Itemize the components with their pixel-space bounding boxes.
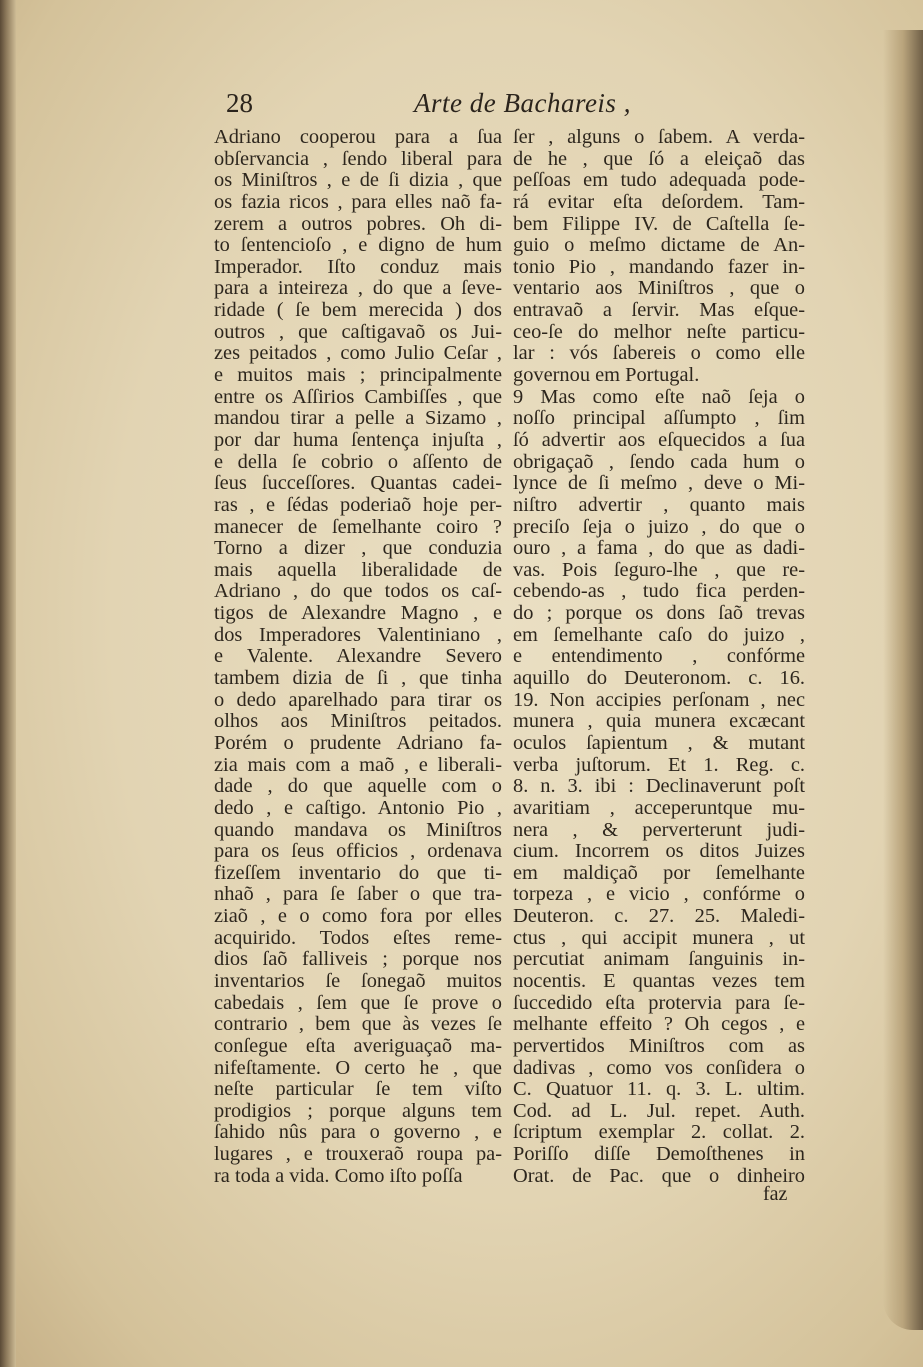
text-line: lar : vós ſabereis o como elle (513, 342, 805, 365)
text-line: cebendo-as , tudo fica perden- (513, 580, 805, 603)
left-text-column (214, 127, 502, 1187)
text-line: acquirido. Todos eſtes reme- (214, 926, 502, 949)
text-line: os Miniſtros , e de ſi dizia , que (214, 169, 502, 192)
text-line: Adriano , do que todos os caſ- (214, 580, 502, 603)
text-line: cabedais , ſem que ſe prove o (214, 991, 502, 1014)
text-line: noſſo principal aſſumpto , ſim (513, 407, 805, 430)
text-line: dios ſaõ falliveis ; porque nos (214, 948, 502, 971)
text-line: dedo , e caſtigo. Antonio Pio , (214, 796, 502, 819)
text-line: ceo-ſe do melhor neſte particu- (513, 320, 805, 343)
text-line: em ſemelhante caſo do juizo , (513, 623, 805, 646)
text-line: tigos de Alexandre Magno , e (214, 602, 502, 625)
text-line: para os ſeus officios , ordenava (214, 840, 502, 863)
text-line: para a inteireza , do que a ſeve- (214, 277, 502, 300)
text-line: governou em Portugal. (513, 364, 700, 387)
text-line: to ſentencioſo , e digno de hum (214, 234, 502, 257)
text-line: ra toda a vida. Como iſto poſſa (214, 1164, 463, 1187)
text-line: quando mandava os Miniſtros (214, 818, 502, 841)
text-line: do ; porque os dons ſaõ trevas (513, 602, 805, 625)
text-line: munera , quia munera excæcant (513, 710, 805, 733)
text-line: prodigios ; porque alguns tem (214, 1099, 502, 1122)
text-line: avaritiam , acceperuntque mu- (513, 796, 805, 819)
text-line: zia mais com a maõ , e liberali- (214, 753, 502, 776)
running-title: Arte de Bachareis , (414, 88, 631, 118)
text-line: e muitos mais ; principalmente (214, 364, 502, 387)
text-line: Adriano cooperou para a ſua (214, 126, 502, 148)
page-gutter-shadow (0, 0, 16, 1367)
text-line: nifeſtamente. O certo he , que (214, 1056, 502, 1079)
text-line: zerem a outros pobres. Oh di- (214, 212, 502, 235)
text-line: preciſo ſeja o juizo , do que o (513, 515, 805, 538)
text-line: verba juſtorum. Et 1. Reg. c. (513, 753, 805, 776)
text-line: contrario , bem que às vezes ſe (214, 1013, 502, 1036)
text-line: e della ſe cobrio o aſſento de (214, 450, 502, 473)
text-line: Poriſſo diſſe Demoſthenes in (513, 1143, 805, 1166)
text-line: tambem dizia de ſi , que tinha (214, 667, 502, 690)
text-line: 9 Mas como eſte naõ ſeja o (513, 385, 805, 408)
text-line: outros , que caſtigavaõ os Jui- (214, 320, 502, 343)
text-line: ſahido nûs para o governo , e (214, 1121, 502, 1144)
text-line: mandou tirar a pelle a Sizamo , (214, 407, 502, 430)
text-line: ſó advertir aos eſquecidos a ſua (513, 428, 805, 451)
text-line: nhaõ , para ſe ſaber o que tra- (214, 883, 502, 906)
running-head (222, 88, 814, 124)
text-line: ridade ( ſe bem merecida ) dos (214, 299, 502, 322)
text-line: ras , e ſédas poderiaõ hoje per- (214, 493, 502, 516)
text-line: Deuteron. c. 27. 25. Maledi- (513, 905, 805, 928)
text-line: peſſoas em tudo adequada pode- (513, 169, 805, 192)
text-line: Porém o prudente Adriano fa- (214, 731, 502, 754)
text-line: Cod. ad L. Jul. repet. Auth. (513, 1099, 805, 1122)
text-line: ſuccedido eſta protervia para ſe- (513, 991, 805, 1014)
text-line: e Valente. Alexandre Severo (214, 645, 502, 668)
page-fore-edge (883, 30, 923, 1330)
text-line: entravaõ a ſervir. Mas eſque- (513, 299, 805, 322)
text-line: ſcriptum exemplar 2. collat. 2. (513, 1121, 805, 1144)
text-line: bem Filippe IV. de Caſtella ſe- (513, 212, 805, 235)
text-line: ziaõ , e o como fora por elles (214, 905, 502, 928)
text-line: melhante effeito ? Oh cegos , e (513, 1013, 805, 1036)
page-number: 28 (226, 88, 253, 118)
text-line: conſegue eſta averiguaçaõ ma- (214, 1034, 502, 1057)
text-line: Orat. de Pac. que o dinheiro (513, 1164, 805, 1187)
text-line: vas. Pois ſeguro-lhe , que re- (513, 558, 805, 581)
text-line: ſer , alguns o ſabem. A verda- (513, 126, 805, 148)
text-line: Imperador. Iſto conduz mais (214, 255, 502, 278)
text-line: lynce de ſi meſmo , deve o Mi- (513, 472, 805, 495)
text-line: entre os Aſſirios Cambiſſes , que (214, 385, 502, 408)
text-line: em maldiçaõ por ſemelhante (513, 861, 805, 884)
text-line: cium. Incorrem os ditos Juizes (513, 840, 805, 863)
text-line: ctus , qui accipit munera , ut (513, 926, 805, 949)
text-line: e entendimento , confórme (513, 645, 805, 668)
right-text-column (513, 127, 805, 1187)
text-line: percutiat animam ſanguinis in- (513, 948, 805, 971)
text-line: o dedo aparelhado para tirar os (214, 688, 502, 711)
text-line: tonio Pio , mandando fazer in- (513, 255, 805, 278)
text-line: fizeſſem inventario do que ti- (214, 861, 502, 884)
catchword: faz (763, 1183, 788, 1205)
text-line: 8. n. 3. ibi : Declinaverunt poſt (513, 775, 805, 798)
text-line: ſeus ſucceſſores. Quantas cadei- (214, 472, 502, 495)
text-line: aquillo do Deuteronom. c. 16. (513, 667, 805, 690)
text-line: lugares , e trouxeraõ roupa pa- (214, 1143, 502, 1166)
text-line: nera , & perverterunt judi- (513, 818, 805, 841)
text-line: de he , que ſó a eleiçaõ das (513, 147, 805, 170)
text-line: mais aquella liberalidade de (214, 558, 502, 581)
show-through-ink (232, 1210, 592, 1240)
text-line: por dar huma ſentença injuſta , (214, 428, 502, 451)
text-line: ventario aos Miniſtros , que o (513, 277, 805, 300)
text-line: torpeza , e vicio , confórme o (513, 883, 805, 906)
text-line: C. Quatuor 11. q. 3. L. ultim. (513, 1078, 805, 1101)
text-line: os fazia ricos , para elles naõ fa- (214, 190, 502, 213)
text-line: dadivas , como vos conſidera o (513, 1056, 805, 1079)
text-line: manecer de ſemelhante coiro ? (214, 515, 502, 538)
text-line: obſervancia , ſendo liberal para (214, 147, 502, 170)
text-line: niſtro advertir , quanto mais (513, 493, 805, 516)
text-line: nocentis. E quantas vezes tem (513, 969, 805, 992)
text-line: guio o meſmo dictame de An- (513, 234, 805, 257)
text-line: ouro , a fama , do que as dadi- (513, 537, 805, 560)
text-line: dos Imperadores Valentiniano , (214, 623, 502, 646)
text-line: zes peitados , como Julio Ceſar , (214, 342, 502, 365)
text-line: obrigaçaõ , ſendo cada hum o (513, 450, 805, 473)
text-line: oculos ſapientum , & mutant (513, 731, 805, 754)
text-line: olhos aos Miniſtros peitados. (214, 710, 502, 733)
text-line: dade , do que aquelle com o (214, 775, 502, 798)
text-line: rá evitar eſta deſordem. Tam- (513, 190, 805, 213)
text-line: neſte particular ſe tem viſto (214, 1078, 502, 1101)
text-line: inventarios ſe ſonegaõ muitos (214, 969, 502, 992)
text-line: 19. Non accipies perſonam , nec (513, 688, 805, 711)
text-line: Torno a dizer , que conduzia (214, 537, 502, 560)
text-line: pervertidos Miniſtros com as (513, 1034, 805, 1057)
